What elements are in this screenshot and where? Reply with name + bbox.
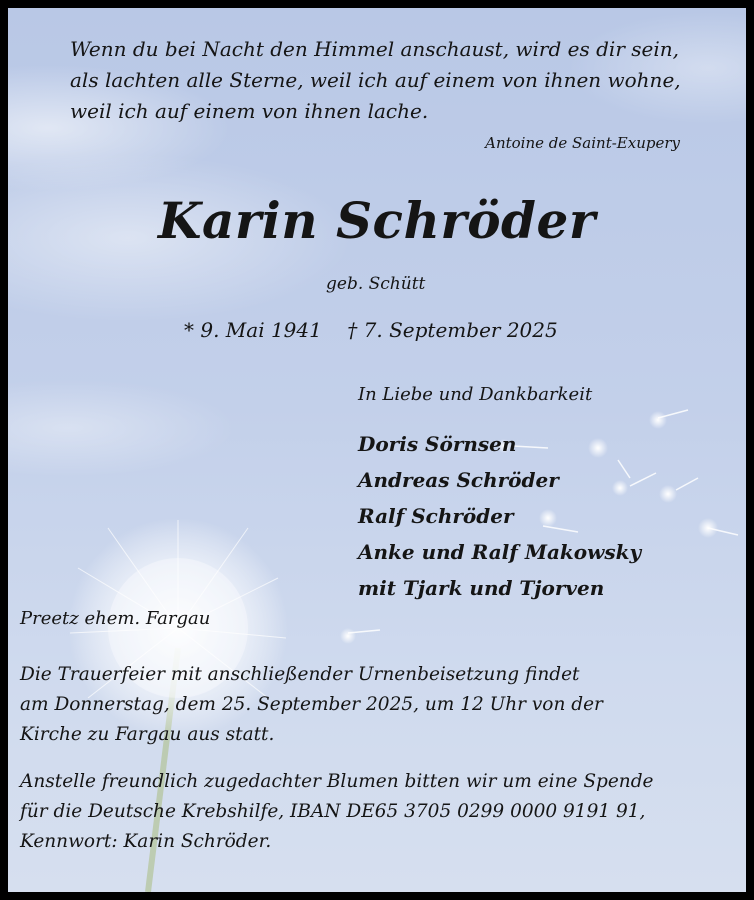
donation-line: Anstelle freundlich zugedachter Blumen bitten wir um eine Spende xyxy=(20,771,654,792)
mourner-name: mit Tjark und Tjorven xyxy=(358,576,605,600)
ceremony-notice xyxy=(20,660,603,750)
ceremony-line: Die Trauerfeier mit anschließender Urnenbeisetzung findet xyxy=(20,664,580,685)
death-date: † 7. September 2025 xyxy=(347,318,558,342)
donation-line: für die Deutsche Krebshilfe, IBAN DE65 3705 0299 0000 9191 91, xyxy=(20,801,646,822)
life-dates xyxy=(184,318,558,342)
mourner-name: Andreas Schröder xyxy=(358,468,559,492)
dedication: In Liebe und Dankbarkeit xyxy=(358,384,593,405)
mourner-name: Anke und Ralf Makowsky xyxy=(358,540,642,564)
ceremony-line: Kirche zu Fargau aus statt. xyxy=(20,724,275,745)
quote-line: Wenn du bei Nacht den Himmel anschaust, wird es dir sein, xyxy=(70,37,679,61)
obituary-card xyxy=(8,8,746,892)
mourner-name: Doris Sörnsen xyxy=(358,432,517,456)
ceremony-line: am Donnerstag, dem 25. September 2025, um 12 Uhr von der xyxy=(20,694,603,715)
quote-line: als lachten alle Sterne, weil ich auf einem von ihnen wohne, xyxy=(70,68,681,92)
quote-text xyxy=(70,34,681,127)
quote-line: weil ich auf einem von ihnen lache. xyxy=(70,99,429,123)
mourner-name: Ralf Schröder xyxy=(358,504,514,528)
donation-notice xyxy=(20,767,654,857)
donation-line: Kennwort: Karin Schröder. xyxy=(20,831,272,852)
birth-date: * 9. Mai 1941 xyxy=(184,318,322,342)
maiden-name: geb. Schütt xyxy=(326,274,426,294)
quote-author: Antoine de Saint-Exupery xyxy=(485,134,680,152)
place: Preetz ehem. Fargau xyxy=(20,608,211,629)
deceased-name: Karin Schröder xyxy=(158,191,596,250)
mourners-list xyxy=(358,426,641,606)
